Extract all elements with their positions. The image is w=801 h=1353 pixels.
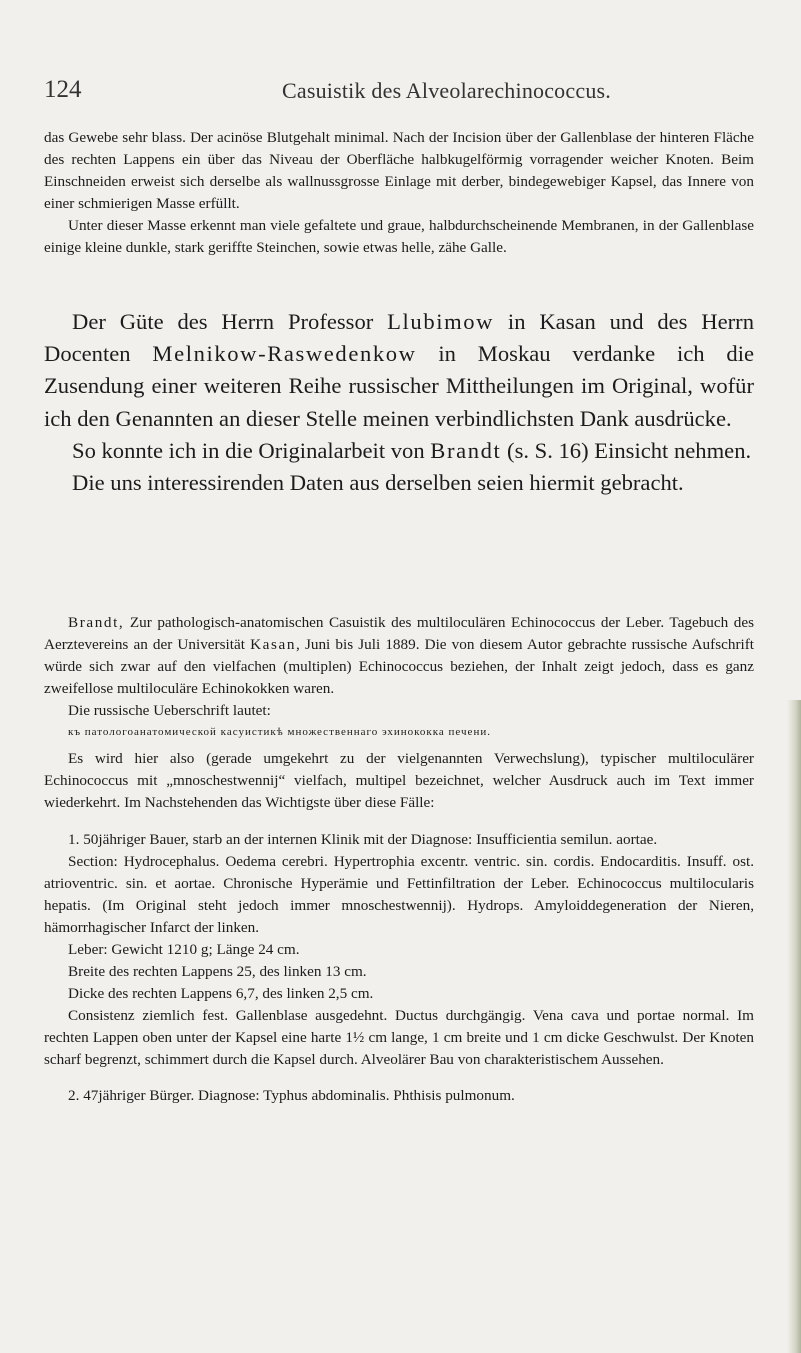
page-edge-stain	[787, 700, 801, 1353]
paragraph: Unter dieser Masse erkennt man viele gefaltete und graue, halbdurchscheinende Membranen, in der Gallenblase einige kleine dunkle, stark geriffte Steinchen, sowie etwas helle, zähe Galle.	[44, 217, 754, 256]
acknowledgement-paragraph: Der Güte des Herrn Professor Llubimow in Kasan und des Herrn Docenten Melnikow-Raswedenkow in Moskau verdanke ich die Zusendung einer weiteren Reihe russischer Mittheilungen im Original, wofür ich den Genannten an dieser Stelle meinen verbindlichsten Dank ausdrücke.	[44, 309, 755, 431]
page-number: 124	[44, 76, 82, 103]
case-paragraph: 1. 50jähriger Bauer, starb an der internen Klinik mit der Diagnose: Insufficientia semilun. aortae.	[68, 831, 658, 848]
running-header	[44, 76, 764, 116]
paragraph: das Gewebe sehr blass. Der acinöse Blutgehalt minimal. Nach der Incision über der Gallenblase der hinteren Fläche des rechten Lappens ein über das Niveau der Oberfläche halbkugelförmig vorragender weicher Knoten. Beim Einschneiden erweist sich derselbe als wallnussgrosse Einlage mit derber, bindegewebiger Kapsel, das Innere von einer schmierigen Masse erfüllt.	[44, 129, 754, 212]
case-paragraph: Breite des rechten Lappens 25, des linken 13 cm.	[68, 963, 367, 980]
reference-paragraph: So konnte ich in die Originalarbeit von Brandt (s. S. 16) Einsicht nehmen.	[72, 437, 752, 463]
case-paragraph: Leber: Gewicht 1210 g; Länge 24 cm.	[68, 941, 300, 958]
case-paragraph: Consistenz ziemlich fest. Gallenblase ausgedehnt. Ductus durchgängig. Vena cava und portae normal. Im rechten Lappen oben unter der Kapsel eine harte 1½ cm lange, 1 cm breite und 1 cm dicke Geschwulst. Der Knoten scharf begrenzt, schimmert durch die Kapsel durch. Alveolärer Bau von charakteristischem Aussehen.	[44, 1007, 754, 1068]
case-2: 2. 47jähriger Bürger. Diagnose: Typhus abdominalis. Phthisis pulmonum.	[68, 1087, 515, 1104]
city-name: Kasan	[250, 636, 297, 653]
case-1	[44, 829, 754, 1071]
citation-paragraph: Brandt, Zur pathologisch-anatomischen Casuistik des multiloculären Echinococcus der Leber. Tagebuch des Aerztevereins an der Universität Kasan, Juni bis Juli 1889. Die von diesem Autor gebrachte russische Aufschrift würde sich zwar auf den vielfachen (multiplen) Echinococcus beziehen, der Inhalt zeigt jedoch, dass es ganz zweifellose multiloculäre Echinokokken waren.	[44, 614, 754, 697]
brandt-section	[44, 612, 754, 1107]
acknowledgement-section	[44, 306, 754, 499]
author-name: Brandt	[430, 437, 502, 463]
paragraph: Es wird hier also (gerade umgekehrt zu der vielgenannten Verwechslung), typischer multiloculärer Echinococcus mit „mnoschestwennij“ vielfach, multipel bezeichnet, welcher Ausdruck auch im Text immer wiederkehrt. Im Nachstehenden das Wichtigste über diese Fälle:	[44, 750, 754, 811]
running-title: Casuistik des Alveolarechinococcus.	[282, 78, 611, 103]
author-name: Melnikow-Raswedenkow	[152, 341, 417, 367]
author-name: Brandt,	[68, 614, 125, 631]
paragraph: Die uns interessirenden Daten aus derselben seien hiermit gebracht.	[72, 470, 684, 496]
case-paragraph: Dicke des rechten Lappens 6,7, des linken 2,5 cm.	[68, 985, 374, 1002]
autopsy-continuation	[44, 127, 754, 259]
author-name: Llubimow	[387, 309, 495, 334]
paragraph: Die russische Ueberschrift lautet:	[68, 702, 271, 719]
case-paragraph: Section: Hydrocephalus. Oedema cerebri. Hypertrophia excentr. ventric. sin. cordis. Endocarditis. Insuff. ost. atrioventric. sin. et aortae. Chronische Hyperämie und Fettinfiltration der Leber. Echinococcus multilocularis hepatis. (Im Original steht jedoch immer mnoschestwennij). Hydrops. Amyloiddegeneration der Nieren, hämorrhagischer Infarct der linken.	[44, 853, 754, 936]
russian-title: къ патологоанатомической касуистикѣ множественнаго эхинококка печени.	[68, 726, 491, 738]
